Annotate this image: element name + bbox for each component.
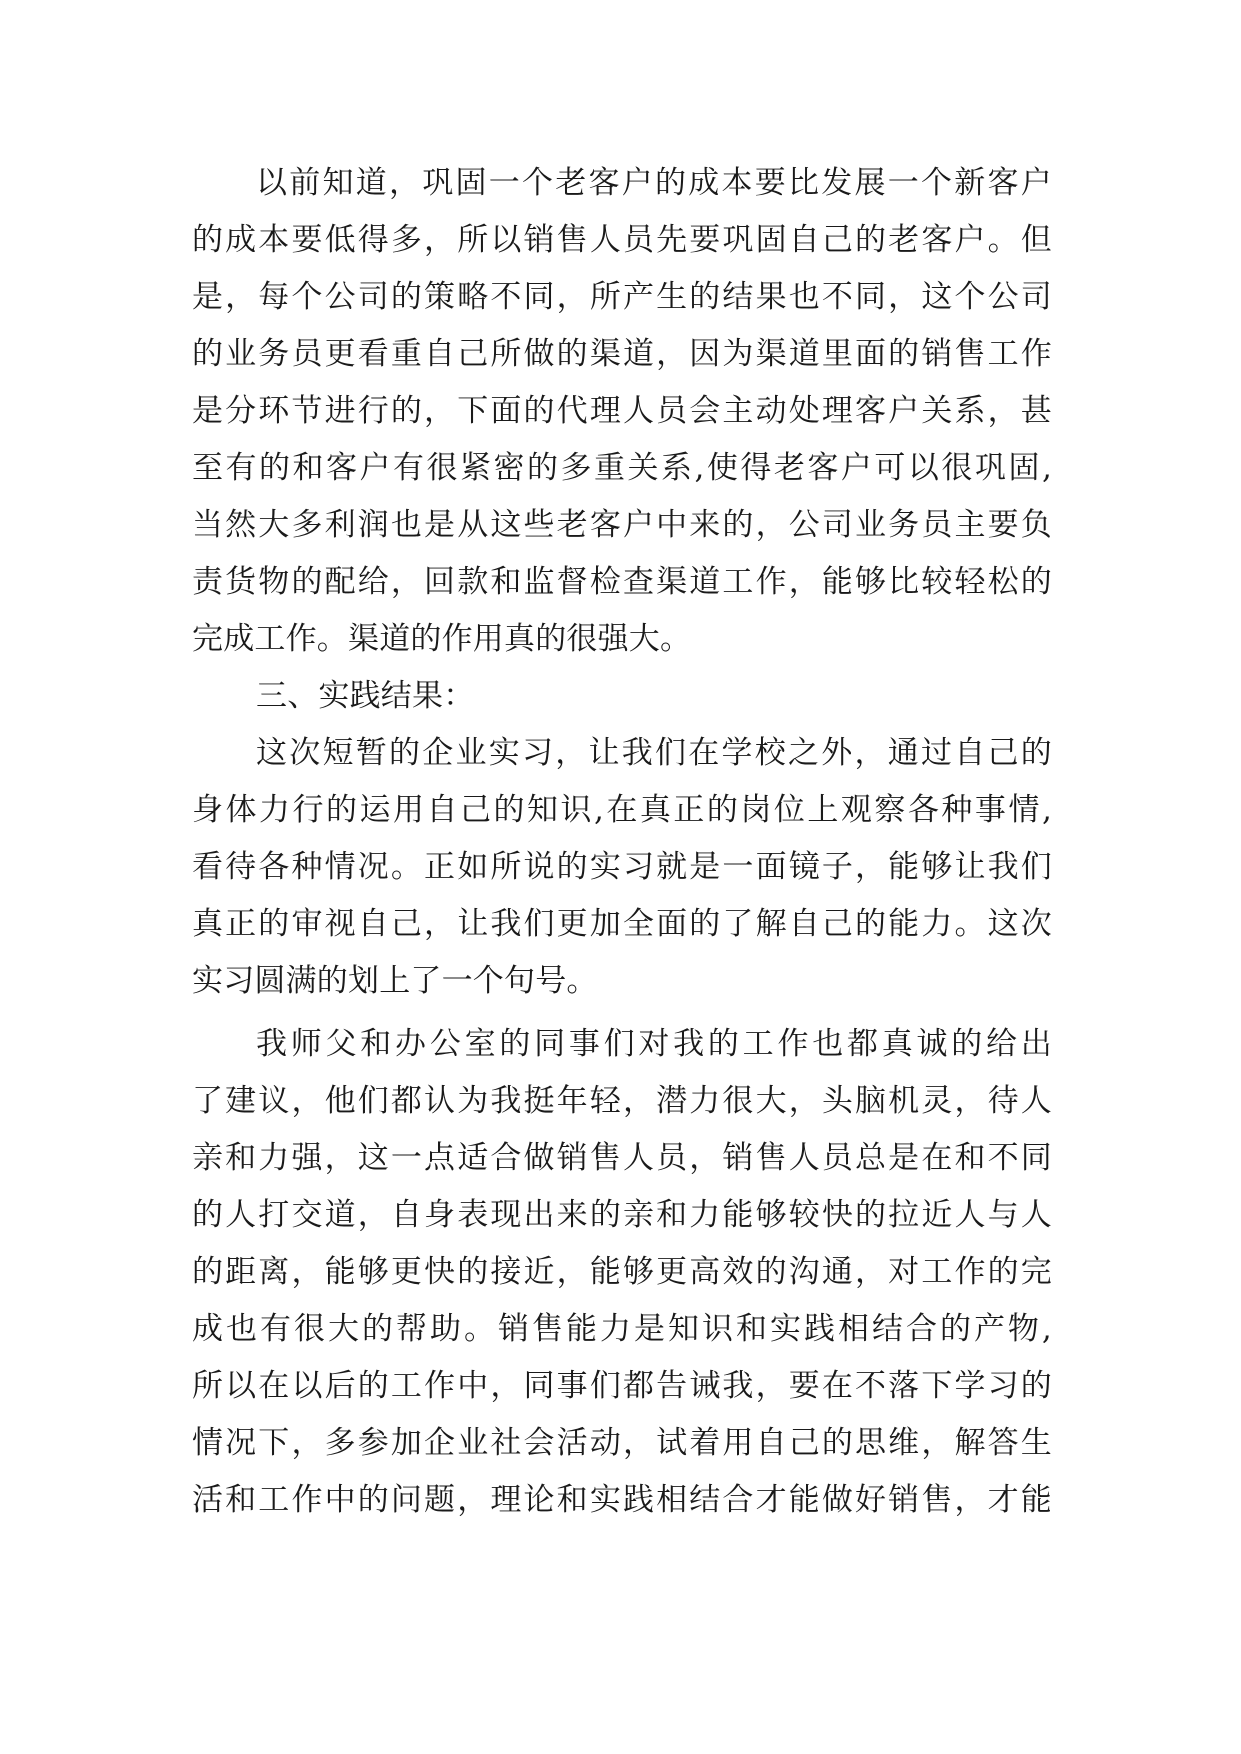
text-line: 活和工作中的问题，理论和实践相结合才能做好销售，才能: [192, 1482, 1052, 1518]
text-line: 的人打交道，自身表现出来的亲和力能够较快的拉近人与人: [192, 1197, 1052, 1233]
text-line: 看待各种情况。正如所说的实习就是一面镜子，能够让我们: [192, 849, 1052, 885]
text-line: 所以在以后的工作中，同事们都告诫我，要在不落下学习的: [192, 1368, 1052, 1404]
text-line: 当然大多利润也是从这些老客户中来的，公司业务员主要负: [192, 507, 1052, 543]
text-line: 是，每个公司的策略不同，所产生的结果也不同，这个公司: [192, 279, 1052, 315]
paragraph-internship-summary: [192, 725, 1052, 1010]
text-line: 至有的和客户有很紧密的多重关系,使得老客户可以很巩固,: [192, 450, 1052, 486]
text-line: 我师父和办公室的同事们对我的工作也都真诚的给出: [256, 1026, 1052, 1062]
text-line: 实习圆满的划上了一个句号。: [192, 963, 598, 999]
text-line: 以前知道，巩固一个老客户的成本要比发展一个新客户: [256, 165, 1052, 201]
text-line: 完成工作。渠道的作用真的很强大。: [192, 621, 692, 657]
text-line: 的距离，能够更快的接近，能够更高效的沟通，对工作的完: [192, 1254, 1052, 1290]
text-line: 这次短暂的企业实习，让我们在学校之外，通过自己的: [256, 735, 1052, 771]
text-line: 情况下，多参加企业社会活动，试着用自己的思维，解答生: [192, 1425, 1052, 1461]
text-line: 真正的审视自己，让我们更加全面的了解自己的能力。这次: [192, 906, 1052, 942]
document-body: [192, 155, 1052, 1529]
text-line: 成也有很大的帮助。销售能力是知识和实践相结合的产物,: [192, 1311, 1052, 1347]
section-heading-practice-results: [192, 668, 1052, 725]
text-line: 身体力行的运用自己的知识,在真正的岗位上观察各种事情,: [192, 792, 1052, 828]
text-line: 了建议，他们都认为我挺年轻，潜力很大，头脑机灵，待人: [192, 1083, 1052, 1119]
text-line: 是分环节进行的，下面的代理人员会主动处理客户关系，甚: [192, 393, 1052, 429]
text-line: 亲和力强，这一点适合做销售人员，销售人员总是在和不同: [192, 1140, 1052, 1176]
paragraph-customer-retention: [192, 155, 1052, 668]
text-line: 责货物的配给，回款和监督检查渠道工作，能够比较轻松的: [192, 564, 1052, 600]
paragraph-colleague-feedback: [192, 1016, 1052, 1529]
text-line: 的成本要低得多，所以销售人员先要巩固自己的老客户。但: [192, 222, 1052, 258]
text-line: 的业务员更看重自己所做的渠道，因为渠道里面的销售工作: [192, 336, 1052, 372]
section-heading: 三、实践结果：: [256, 678, 475, 714]
